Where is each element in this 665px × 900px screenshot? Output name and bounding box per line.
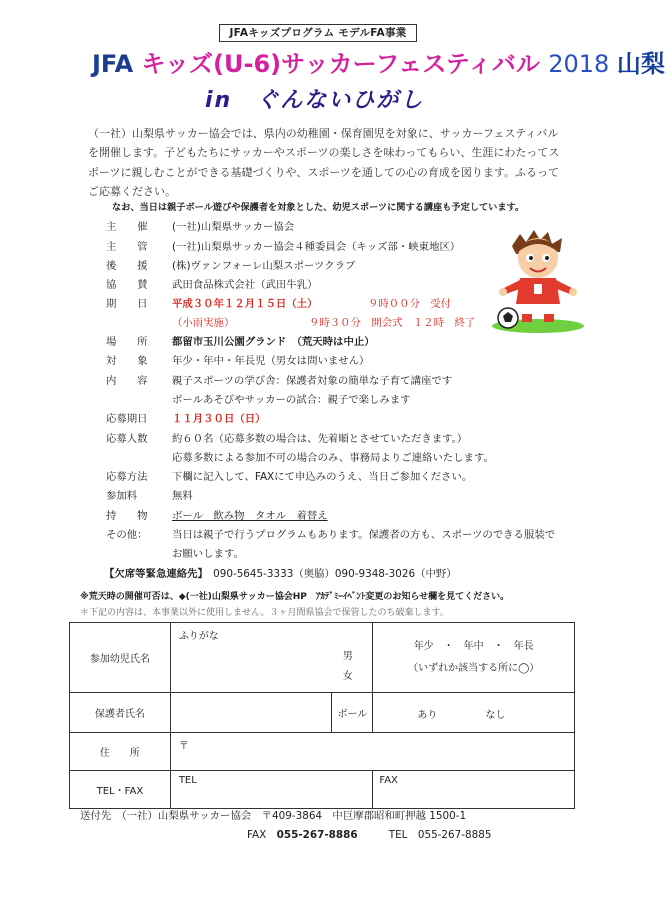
ball-label: ボール	[332, 693, 373, 733]
child-name-label: 参加幼児氏名	[70, 623, 171, 693]
detail-label: 持 物	[106, 510, 148, 522]
event-date: 平成３０年１２月１５日（土）	[172, 298, 318, 310]
detail-label: 応募方法	[106, 471, 148, 483]
weather-warning: ※荒天時の開催可否は、◆(一社)山梨県サッカー協会HP ｱｶﾃﾞﾐｰｲﾍﾞﾝﾄ変更のお知らせ欄を見てください。	[80, 592, 510, 602]
detail-value: 年少・年中・年長児（男女は問いません）	[172, 355, 370, 367]
grade-field[interactable]	[373, 623, 575, 693]
detail-label: 対 象	[106, 355, 148, 367]
detail-label: 場 所	[106, 336, 148, 348]
contact-phones: 090-5645-3333（奥脇）090-9348-3026（中野）	[213, 568, 457, 580]
footer-tel-number: 055-267-8885	[417, 829, 492, 841]
child-name-field[interactable]	[170, 623, 373, 693]
detail-value: 武田食品株式会社（武田牛乳）	[172, 279, 318, 291]
privacy-note: ＊下記の内容は、本事業以外に使用しません。３ヶ月間県協会で保管したのち破棄します。	[80, 608, 449, 618]
detail-value: ボール 飲み物 タオル 着替え	[172, 510, 328, 522]
rain-note: （小雨実施）	[172, 317, 235, 329]
event-subtitle: in ぐんないひがし	[205, 88, 425, 113]
send-to-numbers	[247, 826, 491, 841]
ball-field[interactable]	[373, 693, 575, 733]
reception-time: ９時００分 受付	[368, 298, 452, 310]
postal-mark: 〒	[178, 741, 189, 752]
detail-label: 期 日	[106, 298, 148, 310]
intro-paragraph: （一社）山梨県サッカー協会では、県内の幼稚園・保育園児を対象に、サッカーフェスティバルを開催します。子どもたちにサッカーやスポーツの楽しさを味わってもらい、生涯にわたってスポーツに親しむことができる基礎づくりや、スポーツを通しての心の育成を図ります。ふるってご応募ください。	[88, 127, 560, 199]
detail-value: 約６０名（応募多数の場合は、先着順とさせていただきます。）	[172, 433, 468, 445]
detail-label: 参加料	[106, 490, 138, 502]
detail-label: その他：	[106, 529, 148, 541]
detail-label: 後 援	[106, 260, 148, 272]
furigana-label: ふりがな	[178, 631, 219, 642]
footer-fax-label: FAX	[247, 829, 267, 841]
detail-value: 親子スポーツの学び舎：保護者対象の簡単な子育て講座です	[172, 375, 453, 387]
ball-yes[interactable]: あり	[417, 710, 438, 721]
address-label: 住 所	[70, 733, 171, 771]
title-year: 2018	[548, 50, 617, 78]
title-place: 山梨	[616, 50, 665, 78]
detail-label: 主 催	[106, 221, 148, 233]
schedule-time: ９時３０分 開会式 １２時 終了	[309, 317, 476, 329]
detail-value: 無料	[172, 490, 193, 502]
tel-field[interactable]	[170, 771, 373, 809]
detail-value: (株)ヴァンフォーレ山梨スポーツクラブ	[172, 260, 356, 272]
detail-label: 応募人数	[106, 433, 148, 445]
emergency-contact	[104, 567, 457, 581]
contact-label: 【欠席等緊急連絡先】	[104, 568, 203, 580]
send-to-address: 送付先 （一社）山梨県サッカー協会 〒409-3864 中巨摩郡昭和町押越 1500-1	[80, 810, 467, 822]
telfax-label: TEL・FAX	[70, 771, 171, 809]
fax-label: FAX	[379, 775, 398, 786]
gender-female[interactable]: 女	[342, 671, 353, 682]
title-kids: キッズ(U-6)サッカーフェスティバル	[141, 50, 549, 78]
detail-value: お願いします。	[172, 548, 244, 560]
grade-options: 年少 ・ 年中 ・ 年長	[413, 640, 534, 652]
event-place: 都留市玉川公園グランド （荒天時は中止）	[172, 336, 375, 348]
ball-no[interactable]: なし	[485, 710, 506, 721]
detail-value: ボールあそびやサッカーの試合：親子で楽しみます	[172, 394, 411, 406]
detail-value: 応募多数による参加不可の場合のみ、事務局よりご連絡いたします。	[172, 452, 494, 464]
grade-note: （いずれか該当する所に◯）	[408, 662, 540, 674]
tel-label: TEL	[178, 775, 197, 786]
deadline-date: １１月３０日（日）	[172, 413, 266, 425]
detail-label: 応募期日	[106, 413, 148, 425]
detail-label: 主 管	[106, 241, 148, 253]
guardian-name-field[interactable]	[170, 693, 332, 733]
program-header-box: JFAキッズプログラム モデルFA事業	[219, 24, 417, 42]
detail-label: 内 容	[106, 375, 148, 387]
detail-value: (一社)山梨県サッカー協会４種委員会（キッズ部・峡東地区）	[172, 241, 461, 253]
guardian-name-label: 保護者氏名	[70, 693, 171, 733]
detail-value: 当日は親子で行うプログラムもあります。保護者の方も、スポーツのできる服装で	[172, 529, 556, 541]
detail-value: 下欄に記入して、FAXにて申込みのうえ、当日ご参加ください。	[172, 471, 473, 483]
gender-male[interactable]: 男	[342, 651, 353, 662]
detail-label: 協 賛	[106, 279, 148, 291]
title-jfa: JFA	[92, 50, 142, 78]
application-form	[69, 622, 575, 809]
fax-field[interactable]	[373, 771, 575, 809]
event-title	[92, 47, 665, 81]
lecture-note: なお、当日は親子ボール遊びや保護者を対象とした、幼児スポーツに関する講座も予定しています。	[112, 202, 525, 213]
address-field[interactable]	[170, 733, 574, 771]
mascot-illustration	[490, 228, 586, 334]
detail-value: (一社)山梨県サッカー協会	[172, 221, 295, 233]
footer-fax-number: 055-267-8886	[276, 829, 358, 841]
footer-tel-label: TEL	[388, 829, 408, 841]
